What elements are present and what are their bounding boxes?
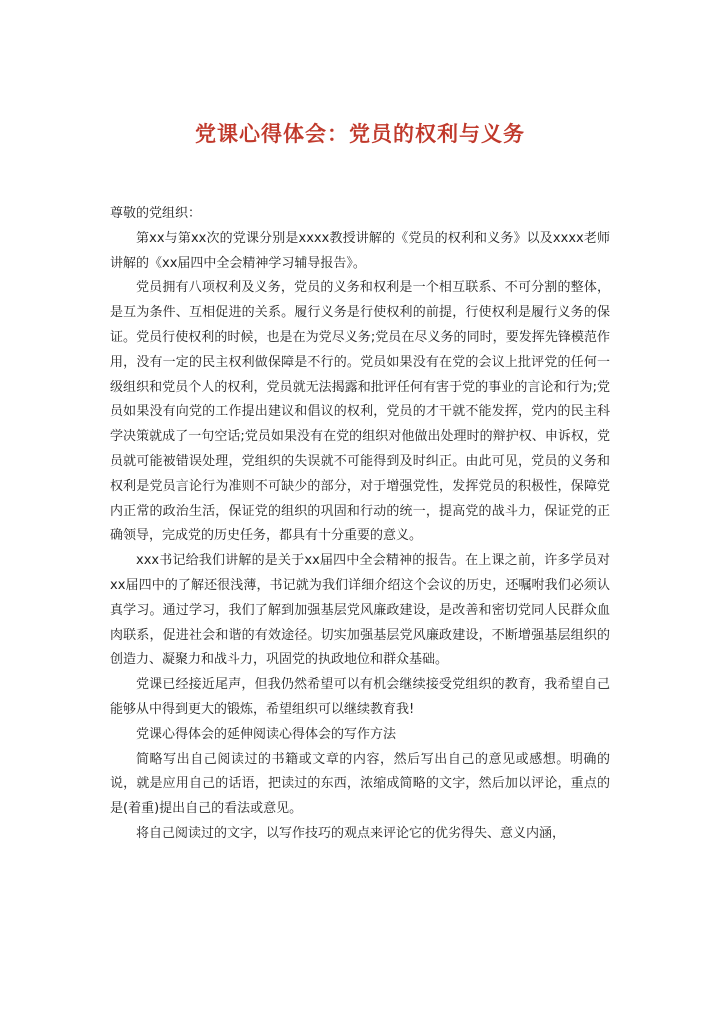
paragraph-closing: 党课已经接近尾声，但我仍然希望可以有机会继续接受党组织的教育，我希望自己能够从中得到更大的锻炼，希望组织可以继续教育我! (110, 677, 610, 717)
document-title: 党课心得体会：党员的权利与义务 (195, 121, 525, 146)
paragraph-writing-critique: 将自己阅读过的文字，以写作技巧的观点来评论它的优劣得失、意义内涵， (136, 825, 566, 841)
paragraph-extended-reading-heading: 党课心得体会的延伸阅读心得体会的写作方法 (136, 726, 397, 742)
paragraph-rights-and-duties: 党员拥有八项权利及义务，党员的义务和权利是一个相互联系、不可分割的整体，是互为条件、互相促进的关系。履行义务是行使权利的前提，行使权利是履行义务的保证。党员行使权利的时候，也是在为党尽义务;党员在尽义务的同时，要发挥先锋模范作用，没有一定的民主权利做保障是不行的。党员如果没有在党的会议上批评党的任何一级组织和党员个人的权利，党员就无法揭露和批评任何有害于党的事业的言论和行为;党员如果没有向党的工作提出建议和倡议的权利，党员的才干就不能发挥，党内的民主科学决策就成了一句空话;党员如果没有在党的组织对他做出处理时的辩护权、申诉权，党员就可能被错误处理，党组织的失误就不可能得到及时纠正。由此可见，党员的义务和权利是党员言论行为准则不可缺少的部分，对于增强党性，发挥党员的积极性，保障党内正常的政治生活，保证党的组织的巩固和行动的统一，提高党的战斗力，保证党的正确领导，完成党的历史任务，都具有十分重要的意义。 (110, 280, 610, 544)
paragraph-writing-method: 简略写出自己阅读过的书籍或文章的内容，然后写出自己的意见或感想。明确的说，就是应用自己的话语，把读过的东西，浓缩成简略的文字，然后加以评论，重点的是(着重)提出自己的看法或意见。 (110, 751, 610, 817)
paragraph-plenum-report: xxx书记给我们讲解的是关于xx届四中全会精神的报告。在上课之前，许多学员对xx届四中的了解还很浅薄，书记就为我们详细介绍这个会议的历史，还嘱咐我们必须认真学习。通过学习，我们了解到加强基层党风廉政建设，是改善和密切党同人民群众血肉联系，促进社会和谐的有效途径。切实加强基层党风廉政建设，不断增强基层组织的创造力、凝聚力和战斗力，巩固党的执政地位和群众基础。 (110, 553, 610, 668)
document-body (110, 202, 610, 847)
salutation: 尊敬的党组织： (110, 206, 202, 221)
paragraph-lectures-intro: 第xx与第xx次的党课分别是xxxx教授讲解的《党员的权利和义务》以及xxxx老师讲解的《xx届四中全会精神学习辅导报告》。 (110, 230, 610, 271)
